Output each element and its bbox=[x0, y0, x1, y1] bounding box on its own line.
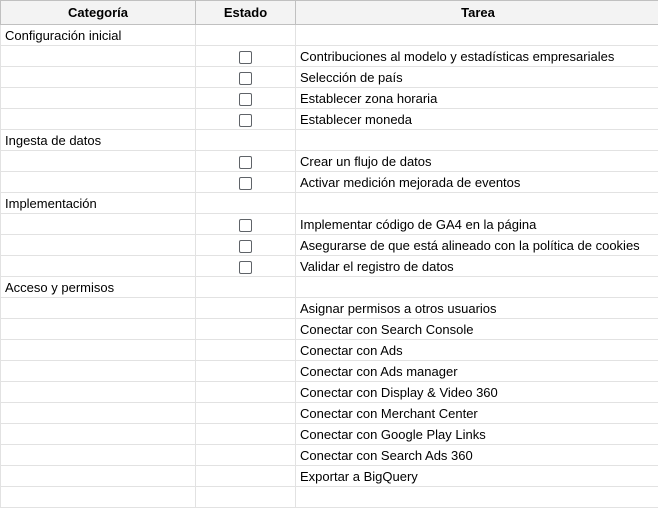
column-header-tarea[interactable]: Tarea bbox=[296, 1, 658, 25]
status-cell[interactable] bbox=[196, 277, 296, 298]
task-cell[interactable]: Conectar con Google Play Links bbox=[296, 424, 658, 445]
status-cell[interactable] bbox=[196, 151, 296, 172]
category-cell[interactable] bbox=[1, 256, 196, 277]
table-row bbox=[1, 424, 658, 445]
category-cell[interactable] bbox=[1, 214, 196, 235]
task-cell[interactable]: Establecer moneda bbox=[296, 109, 658, 130]
task-cell[interactable]: Contribuciones al modelo y estadísticas empresariales bbox=[296, 46, 658, 67]
task-cell[interactable] bbox=[296, 193, 658, 214]
category-cell[interactable] bbox=[1, 46, 196, 67]
table-row bbox=[1, 25, 658, 46]
status-checkbox[interactable] bbox=[239, 240, 252, 253]
status-cell[interactable] bbox=[196, 193, 296, 214]
status-cell[interactable] bbox=[196, 67, 296, 88]
category-cell[interactable] bbox=[1, 361, 196, 382]
table-row bbox=[1, 151, 658, 172]
status-cell[interactable] bbox=[196, 424, 296, 445]
column-header-estado[interactable]: Estado bbox=[196, 1, 296, 25]
task-cell[interactable]: Conectar con Search Ads 360 bbox=[296, 445, 658, 466]
task-cell[interactable] bbox=[296, 130, 658, 151]
status-cell[interactable] bbox=[196, 403, 296, 424]
task-cell[interactable]: Asignar permisos a otros usuarios bbox=[296, 298, 658, 319]
status-cell[interactable] bbox=[196, 298, 296, 319]
category-cell[interactable] bbox=[1, 298, 196, 319]
category-cell[interactable] bbox=[1, 109, 196, 130]
header-row bbox=[1, 1, 658, 25]
table-row bbox=[1, 319, 658, 340]
category-cell[interactable] bbox=[1, 88, 196, 109]
table-row bbox=[1, 46, 658, 67]
table-row bbox=[1, 445, 658, 466]
table-row bbox=[1, 193, 658, 214]
table-row bbox=[1, 130, 658, 151]
status-cell[interactable] bbox=[196, 25, 296, 46]
table-row bbox=[1, 256, 658, 277]
category-cell[interactable] bbox=[1, 340, 196, 361]
task-cell[interactable] bbox=[296, 25, 658, 46]
column-header-categoria[interactable]: Categoría bbox=[1, 1, 196, 25]
task-cell[interactable]: Conectar con Display & Video 360 bbox=[296, 382, 658, 403]
task-cell[interactable] bbox=[296, 487, 658, 508]
status-cell[interactable] bbox=[196, 256, 296, 277]
table-row bbox=[1, 466, 658, 487]
task-cell[interactable]: Conectar con Merchant Center bbox=[296, 403, 658, 424]
status-cell[interactable] bbox=[196, 466, 296, 487]
status-cell[interactable] bbox=[196, 109, 296, 130]
status-cell[interactable] bbox=[196, 46, 296, 67]
status-cell[interactable] bbox=[196, 214, 296, 235]
status-cell[interactable] bbox=[196, 487, 296, 508]
category-cell[interactable]: Acceso y permisos bbox=[1, 277, 196, 298]
table-row bbox=[1, 298, 658, 319]
task-cell[interactable]: Establecer zona horaria bbox=[296, 88, 658, 109]
status-checkbox[interactable] bbox=[239, 51, 252, 64]
status-cell[interactable] bbox=[196, 88, 296, 109]
status-checkbox[interactable] bbox=[239, 93, 252, 106]
task-cell[interactable]: Conectar con Search Console bbox=[296, 319, 658, 340]
status-cell[interactable] bbox=[196, 445, 296, 466]
table-row bbox=[1, 361, 658, 382]
task-cell[interactable] bbox=[296, 277, 658, 298]
status-cell[interactable] bbox=[196, 382, 296, 403]
table-row bbox=[1, 382, 658, 403]
table-row bbox=[1, 340, 658, 361]
category-cell[interactable] bbox=[1, 67, 196, 88]
table-row bbox=[1, 214, 658, 235]
category-cell[interactable] bbox=[1, 235, 196, 256]
category-cell[interactable] bbox=[1, 466, 196, 487]
task-cell[interactable]: Selección de país bbox=[296, 67, 658, 88]
category-cell[interactable] bbox=[1, 403, 196, 424]
status-cell[interactable] bbox=[196, 361, 296, 382]
table-row bbox=[1, 487, 658, 508]
task-cell[interactable]: Activar medición mejorada de eventos bbox=[296, 172, 658, 193]
table-row bbox=[1, 172, 658, 193]
category-cell[interactable]: Configuración inicial bbox=[1, 25, 196, 46]
table-row bbox=[1, 88, 658, 109]
task-cell[interactable]: Implementar código de GA4 en la página bbox=[296, 214, 658, 235]
task-cell[interactable]: Conectar con Ads manager bbox=[296, 361, 658, 382]
status-cell[interactable] bbox=[196, 172, 296, 193]
task-cell[interactable]: Crear un flujo de datos bbox=[296, 151, 658, 172]
category-cell[interactable] bbox=[1, 487, 196, 508]
table-row bbox=[1, 109, 658, 130]
status-cell[interactable] bbox=[196, 340, 296, 361]
status-cell[interactable] bbox=[196, 319, 296, 340]
table-row bbox=[1, 403, 658, 424]
category-cell[interactable] bbox=[1, 382, 196, 403]
status-checkbox[interactable] bbox=[239, 72, 252, 85]
category-cell[interactable] bbox=[1, 151, 196, 172]
status-checkbox[interactable] bbox=[239, 156, 252, 169]
category-cell[interactable]: Implementación bbox=[1, 193, 196, 214]
status-checkbox[interactable] bbox=[239, 261, 252, 274]
status-cell[interactable] bbox=[196, 235, 296, 256]
category-cell[interactable]: Ingesta de datos bbox=[1, 130, 196, 151]
task-cell[interactable]: Conectar con Ads bbox=[296, 340, 658, 361]
status-cell[interactable] bbox=[196, 130, 296, 151]
task-cell[interactable]: Asegurarse de que está alineado con la política de cookies bbox=[296, 235, 658, 256]
task-cell[interactable]: Validar el registro de datos bbox=[296, 256, 658, 277]
table-row bbox=[1, 277, 658, 298]
table-row bbox=[1, 67, 658, 88]
table-row bbox=[1, 235, 658, 256]
status-checkbox[interactable] bbox=[239, 114, 252, 127]
category-cell[interactable] bbox=[1, 424, 196, 445]
category-cell[interactable] bbox=[1, 445, 196, 466]
task-cell[interactable]: Exportar a BigQuery bbox=[296, 466, 658, 487]
status-checkbox[interactable] bbox=[239, 219, 252, 232]
category-cell[interactable] bbox=[1, 319, 196, 340]
status-checkbox[interactable] bbox=[239, 177, 252, 190]
category-cell[interactable] bbox=[1, 172, 196, 193]
